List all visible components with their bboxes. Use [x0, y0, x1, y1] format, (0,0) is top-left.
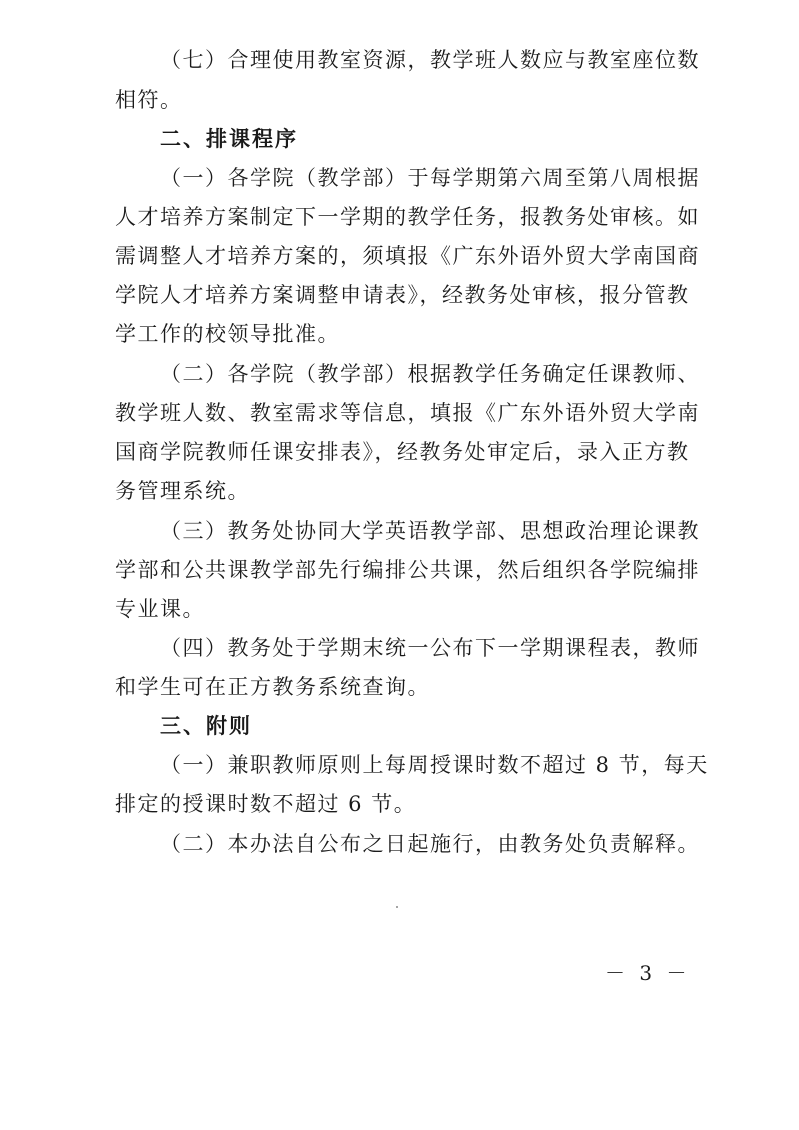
procedure-2-line-2: 教学班人数、教室需求等信息，填报《广东外语外贸大学南 — [115, 401, 700, 425]
procedure-3-line-3: 专业课。 — [115, 597, 205, 621]
supplementary-1-line-2: 排定的授课时数不超过 6 节。 — [115, 792, 417, 816]
procedure-1-line-3: 需调整人才培养方案的，须填报《广东外语外贸大学南国商 — [115, 244, 700, 268]
procedure-1-line-2: 人才培养方案制定下一学期的教学任务，报教务处审核。如 — [115, 205, 700, 229]
supplementary-1-line-1: （一）兼职教师原则上每周授课时数不超过 8 节，每天 — [160, 753, 709, 777]
procedure-2-line-4: 务管理系统。 — [115, 479, 250, 503]
supplementary-2-line-1: （二）本办法自公布之日起施行，由教务处负责解释。 — [160, 832, 700, 856]
paragraph-7-line-1: （七）合理使用教室资源，教学班人数应与教室座位数 — [160, 48, 700, 72]
paragraph-7-line-2: 相符。 — [115, 88, 183, 112]
section-heading-scheduling-procedure: 二、排课程序 — [160, 127, 298, 151]
procedure-1-line-5: 学工作的校领导批准。 — [115, 322, 340, 346]
scan-speck — [396, 906, 398, 908]
procedure-2-line-3: 国商学院教师任课安排表》，经教务处审定后，录入正方教 — [115, 440, 690, 464]
procedure-3-line-1: （三）教务处协同大学英语教学部、思想政治理论课教 — [160, 519, 700, 543]
procedure-2-line-1: （二）各学院（教学部）根据教学任务确定任课教师、 — [160, 362, 700, 386]
procedure-1-line-4: 学院人才培养方案调整申请表》，经教务处审核，报分管教 — [115, 283, 690, 307]
procedure-4-line-2: 和学生可在正方教务系统查询。 — [115, 675, 430, 699]
procedure-3-line-2: 学部和公共课教学部先行编排公共课，然后组织各学院编排 — [115, 558, 700, 582]
section-heading-supplementary: 三、附则 — [160, 714, 252, 738]
procedure-4-line-1: （四）教务处于学期末统一公布下一学期课程表，教师 — [160, 636, 700, 660]
procedure-1-line-1: （一）各学院（教学部）于每学期第六周至第八周根据 — [160, 166, 700, 190]
page-number: － 3 － — [605, 961, 691, 985]
